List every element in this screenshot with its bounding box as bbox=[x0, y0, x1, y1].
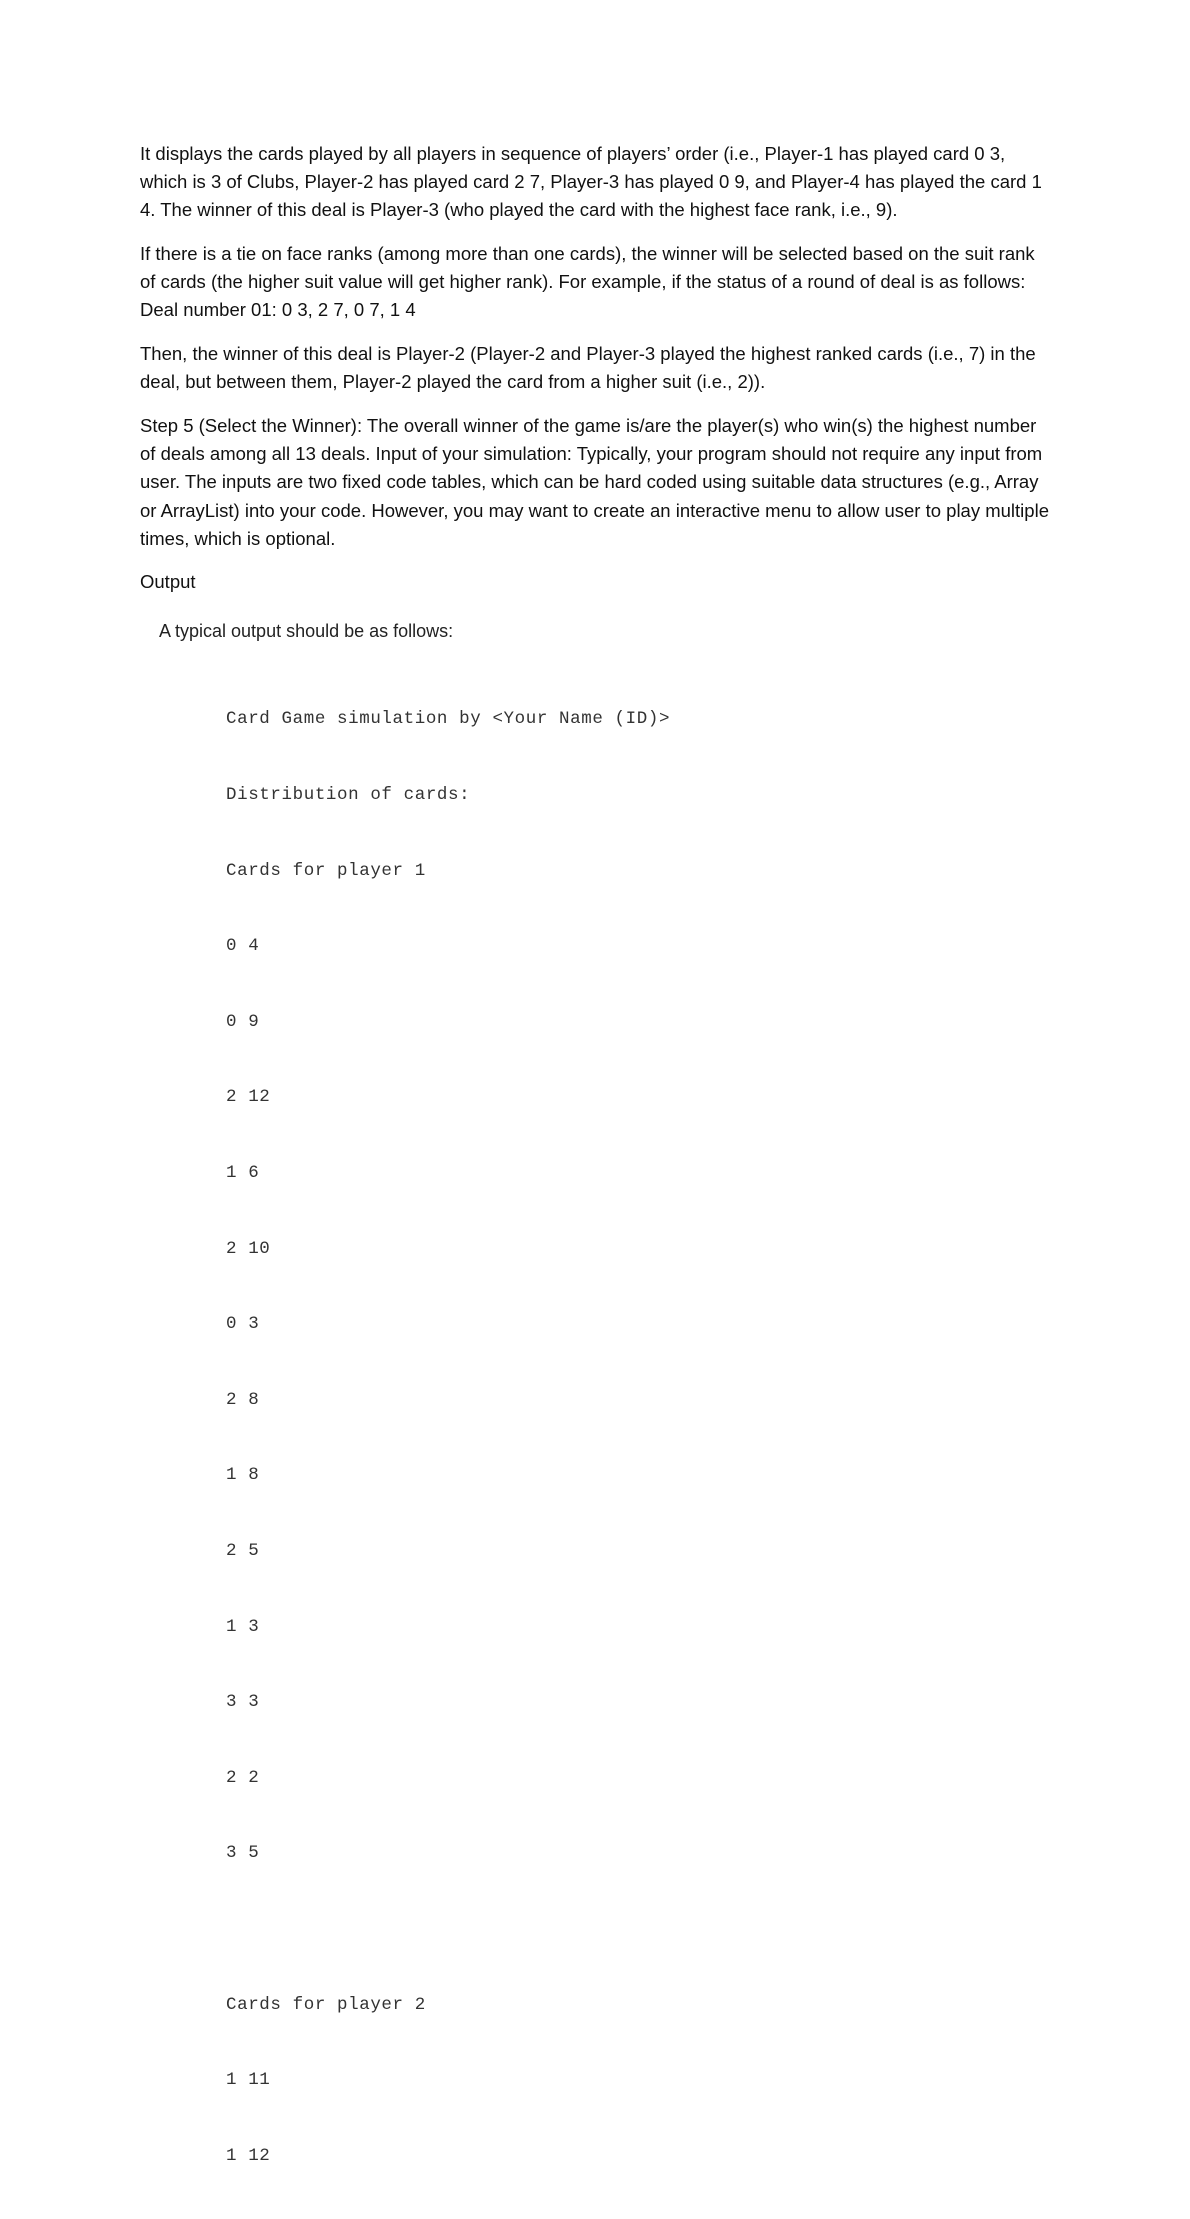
paragraph-tie-rule: If there is a tie on face ranks (among more than one cards), the winner will be selected based on the suit rank of cards (the higher suit value will get higher rank). For example, if the status of a round of deal is as follows: Deal number 01: 0 3, 2 7, 0 7, 1 4 bbox=[140, 243, 1035, 321]
output-intro-text: A typical output should be as follows: bbox=[159, 621, 454, 641]
console-line: Cards for player 2 bbox=[226, 1994, 426, 2015]
console-blank-line bbox=[226, 1917, 670, 1942]
paragraph-step-5: Step 5 (Select the Winner): The overall winner of the game is/are the player(s) who win(s) the highest number of deals among all 13 deals. Input of your simulation: Typically, your program should not require any input from user. The inputs are two fixed code tables, which can be hard coded using suitable data structures (e.g., Array or ArrayList) into your code. However, you may want to create an interactive menu to allow user to play multiple times, which is optional. bbox=[140, 415, 1049, 549]
console-line: 1 12 bbox=[226, 2145, 271, 2166]
console-line: 2 8 bbox=[226, 1389, 260, 1410]
console-line: 3 5 bbox=[226, 1843, 260, 1864]
console-line: 2 12 bbox=[226, 1087, 271, 1108]
console-line: 3 3 bbox=[226, 1692, 260, 1713]
console-line: 2 2 bbox=[226, 1767, 260, 1788]
console-line: 0 4 bbox=[226, 936, 260, 957]
paragraph-card-sequence: It displays the cards played by all players in sequence of players’ order (i.e., Player-1 has played card 0 3, which is 3 of Clubs, Player-2 has played card 2 7, Player-3 has played 0 9, and Player-4 has played the card 1 4. The winner of this deal is Player-3 (who played the card with the highest face rank, i.e., 9). bbox=[140, 143, 1042, 221]
section-heading-output: Output bbox=[140, 571, 196, 592]
console-line: 0 3 bbox=[226, 1314, 260, 1335]
console-line: 1 6 bbox=[226, 1162, 260, 1183]
console-line: 2 5 bbox=[226, 1540, 260, 1561]
console-line: 1 3 bbox=[226, 1616, 260, 1637]
console-line: Card Game simulation by <Your Name (ID)> bbox=[226, 709, 671, 730]
sample-output-screenshot bbox=[140, 615, 840, 2166]
console-output bbox=[226, 657, 670, 2219]
console-line: 1 8 bbox=[226, 1465, 260, 1486]
console-line: 2 10 bbox=[226, 1238, 271, 1259]
paragraph-tie-example-winner: Then, the winner of this deal is Player-2 (Player-2 and Player-3 played the highest ranked cards (i.e., 7) in the deal, but between them, Player-2 played the card from a higher suit (i.e., 2)). bbox=[140, 343, 1036, 393]
console-line: Distribution of cards: bbox=[226, 785, 471, 805]
console-line: Cards for player 1 bbox=[226, 860, 426, 881]
console-line: 1 11 bbox=[226, 2070, 271, 2091]
console-line: 0 9 bbox=[226, 1011, 260, 1032]
